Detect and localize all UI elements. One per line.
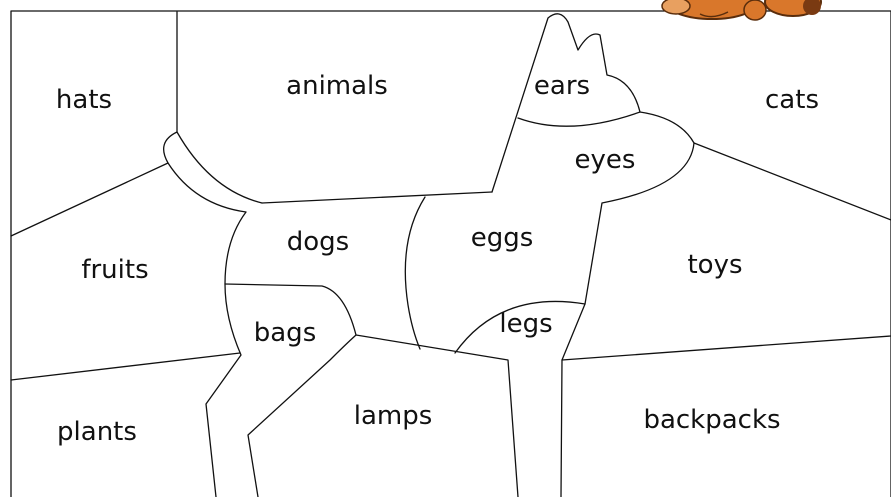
divider-dogs-eggs (405, 197, 425, 349)
label-hats: hats (55, 85, 113, 115)
divider-cats-toys (694, 143, 891, 220)
divider-fruits-plants (11, 353, 240, 380)
label-plants: plants (57, 417, 137, 447)
divider-ears-eyes (518, 112, 640, 126)
label-eggs: eggs (470, 223, 534, 253)
label-bags: bags (253, 318, 317, 348)
label-cats: cats (765, 85, 819, 115)
label-ears: ears (533, 71, 591, 101)
label-fruits: fruits (81, 255, 149, 285)
cartoon-dog-icon (662, 0, 821, 20)
label-toys: toys (687, 250, 743, 280)
label-animals: animals (286, 71, 388, 101)
label-eyes: eyes (574, 145, 636, 175)
label-lamps: lamps (353, 401, 433, 431)
divider-body-top (262, 192, 492, 203)
divider-hats-fruits (11, 163, 168, 236)
divider-toys-backpacks (562, 336, 891, 360)
label-backpacks: backpacks (643, 405, 781, 435)
label-dogs: dogs (286, 227, 350, 257)
label-legs: legs (499, 309, 553, 339)
